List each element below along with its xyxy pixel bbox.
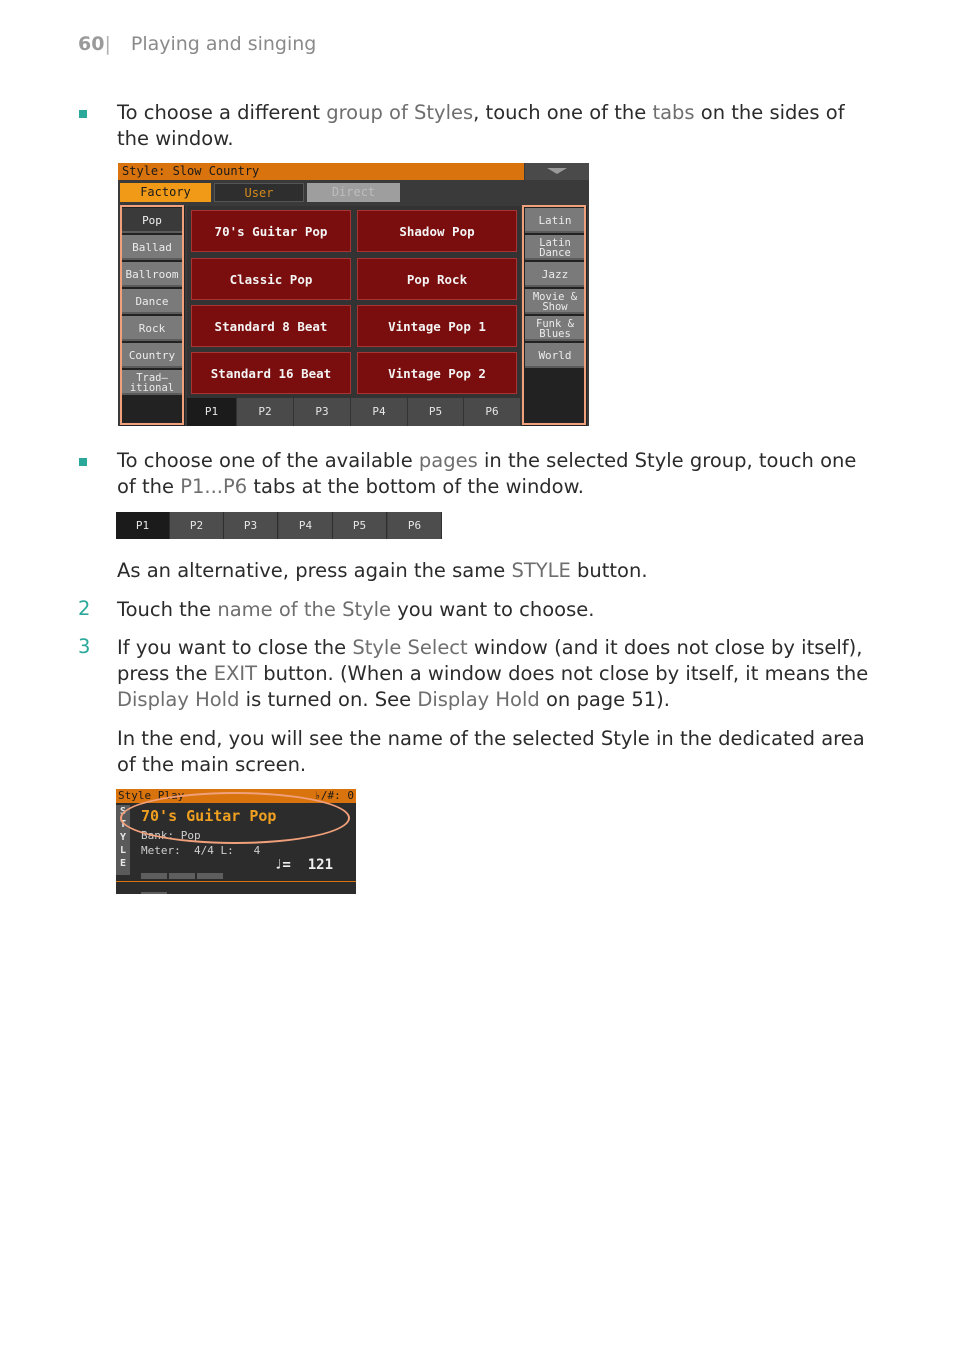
- section-title: Playing and singing: [130, 33, 317, 55]
- style-bank: Bank: Pop: [141, 829, 201, 842]
- style-button[interactable]: Vintage Pop 2: [357, 352, 517, 394]
- group-tab-ballad[interactable]: Ballad: [122, 235, 182, 260]
- paragraph-end: In the end, you will see the name of the selected Style in the dedicated area of the main screen.: [117, 727, 865, 776]
- step-2-text: Touch the name of the Style you want to choose.: [117, 598, 595, 621]
- paragraph-group-tabs: To choose a different group of Styles, touch one of the tabs on the sides of the window.: [117, 101, 845, 150]
- page-tab-p1[interactable]: P1: [187, 398, 237, 426]
- page-tab-p6[interactable]: P6: [388, 512, 442, 539]
- bank-tab-direct[interactable]: Direct: [307, 183, 400, 202]
- beat-indicator: [141, 864, 251, 870]
- page-tabs: [187, 398, 521, 426]
- group-tab-latin-dance[interactable]: Latin Dance: [525, 235, 585, 260]
- header-separator: |: [104, 33, 111, 55]
- style-grid: [187, 206, 521, 398]
- page-tab-bar: [116, 512, 442, 539]
- page-tab-p1[interactable]: P1: [116, 512, 170, 539]
- group-tab-country[interactable]: Country: [122, 343, 182, 368]
- style-button[interactable]: Classic Pop: [191, 258, 351, 300]
- selected-style-name[interactable]: 70's Guitar Pop: [141, 807, 277, 825]
- panel-title: Style Play: [116, 789, 356, 803]
- style-button[interactable]: 70's Guitar Pop: [191, 210, 351, 252]
- style-button[interactable]: Shadow Pop: [357, 210, 517, 252]
- paragraph-pages: To choose one of the available pages in the selected Style group, touch one of the P1...P6 tabs at the bottom of the window.: [117, 449, 857, 498]
- group-tab-pop[interactable]: Pop: [122, 208, 182, 233]
- bullet-icon: [79, 458, 87, 466]
- page-tab-p3[interactable]: P3: [224, 512, 278, 539]
- divider: [116, 881, 356, 882]
- bank-tab-factory[interactable]: Factory: [120, 183, 211, 202]
- page-tab-p4[interactable]: P4: [351, 398, 408, 426]
- highlight-outline: [120, 205, 184, 425]
- group-tab-traditional[interactable]: Trad– itional: [122, 370, 182, 395]
- page-tab-p6[interactable]: P6: [464, 398, 521, 426]
- chevron-down-icon[interactable]: [525, 163, 589, 180]
- page-tab-p4[interactable]: P4: [279, 512, 333, 539]
- window-title: Style: Slow Country: [118, 163, 524, 180]
- bullet-icon: [79, 110, 87, 118]
- page-tab-p2[interactable]: P2: [170, 512, 224, 539]
- group-tab-rock[interactable]: Rock: [122, 316, 182, 341]
- group-tab-movie-show[interactable]: Movie & Show: [525, 289, 585, 314]
- running-header: [78, 33, 316, 55]
- highlight-ellipse: [120, 792, 350, 844]
- paragraph-alternative: As an alternative, press again the same STYLE button.: [117, 559, 648, 582]
- page-tab-p5[interactable]: P5: [408, 398, 464, 426]
- style-select-window: [118, 163, 589, 426]
- style-vertical-label: S T Y L E: [116, 805, 130, 875]
- group-tab-ballroom[interactable]: Ballroom: [122, 262, 182, 287]
- bank-tab-user[interactable]: User: [214, 183, 304, 202]
- style-button[interactable]: Standard 16 Beat: [191, 352, 351, 394]
- style-meter: Meter: 4/4 L: 4: [141, 844, 261, 857]
- page-tab-p5[interactable]: P5: [333, 512, 387, 539]
- group-tab-jazz[interactable]: Jazz: [525, 262, 585, 287]
- step-number: 2: [78, 597, 91, 620]
- highlight-outline: [522, 205, 586, 425]
- step-number: 3: [78, 635, 91, 658]
- group-tab-funk-blues[interactable]: Funk & Blues: [525, 316, 585, 341]
- group-tab-world[interactable]: World: [525, 343, 585, 368]
- group-tab-latin[interactable]: Latin: [525, 208, 585, 233]
- key-signature: ♭/#: 0: [314, 789, 354, 802]
- group-tab-dance[interactable]: Dance: [122, 289, 182, 314]
- step-3-text: If you want to close the Style Select window (and it does not close by itself), press the EXIT button. (When a window does not close by itself, it means the Display Hold is turned on. See Display Hold on page 51).: [117, 636, 869, 711]
- style-button[interactable]: Standard 8 Beat: [191, 305, 351, 347]
- page-tab-p3[interactable]: P3: [294, 398, 351, 426]
- style-button[interactable]: Pop Rock: [357, 258, 517, 300]
- page-number: 60: [78, 33, 105, 55]
- tempo-readout: ♩= 121: [274, 857, 334, 873]
- style-button[interactable]: Vintage Pop 1: [357, 305, 517, 347]
- page-tab-p2[interactable]: P2: [237, 398, 294, 426]
